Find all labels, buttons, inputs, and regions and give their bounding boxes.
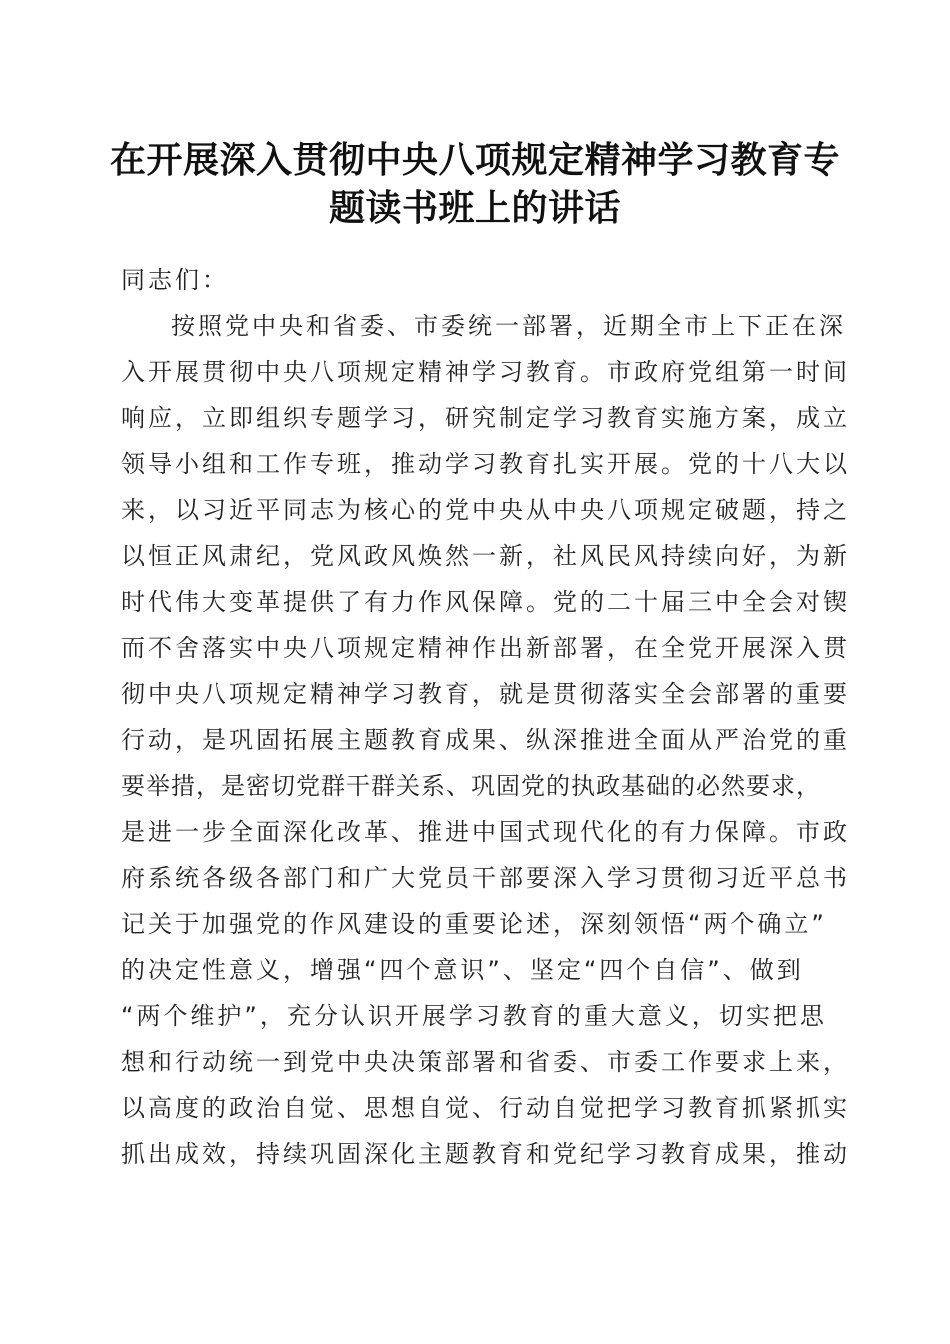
paragraph-line: 时代伟大变革提供了有力作风保障。党的二十届三中全会对锲: [121, 588, 850, 616]
paragraph-line: 响应，立即组织专题学习，研究制定学习教育实施方案，成立: [121, 404, 850, 432]
title-line-1: 在开展深入贯彻中央八项规定精神学习教育专: [109, 139, 840, 181]
paragraph-line: 是进一步全面深化改革、推进中国式现代化的有力保障。市政: [121, 818, 850, 846]
paragraph-line: 想和行动统一到党中央决策部署和省委、市委工作要求上来，: [121, 1048, 850, 1076]
paragraph-line: 以恒正风肃纪，党风政风焕然一新，社风民风持续向好，为新: [121, 542, 850, 570]
paragraph-line: 入开展贯彻中央八项规定精神学习教育。市政府党组第一时间: [121, 358, 850, 386]
paragraph-line: 领导小组和工作专班，推动学习教育扎实开展。党的十八大以: [121, 450, 850, 478]
title-line-2: 题读书班上的讲话: [328, 187, 621, 229]
paragraph-line: 记关于加强党的作风建设的重要论述，深刻领悟“两个确立”: [121, 910, 827, 938]
paragraph-line: 来，以习近平同志为核心的党中央从中央八项规定破题，持之: [121, 496, 850, 524]
paragraph-line: 按照党中央和省委、市委统一部署，近期全市上下正在深: [171, 312, 846, 340]
paragraph-line: 府系统各级各部门和广大党员干部要深入学习贯彻习近平总书: [121, 864, 850, 892]
paragraph-line: 行动，是巩固拓展主题教育成果、纵深推进全面从严治党的重: [121, 726, 850, 754]
paragraph-line: 而不舍落实中央八项规定精神作出新部署，在全党开展深入贯: [121, 634, 850, 662]
document-title: [100, 136, 850, 232]
paragraph-line: 要举措，是密切党群干群关系、巩固党的执政基础的必然要求，: [121, 772, 821, 800]
paragraph-line: 彻中央八项规定精神学习教育，就是贯彻落实全会部署的重要: [121, 680, 850, 708]
paragraph-line: 抓出成效，持续巩固深化主题教育和党纪学习教育成果，推动: [121, 1140, 850, 1168]
paragraph-line: 的决定性意义，增强“四个意识”、坚定“四个自信”、做到: [121, 956, 804, 984]
salutation: 同志们：: [121, 266, 229, 294]
paragraph-line: 以高度的政治自觉、思想自觉、行动自觉把学习教育抓紧抓实: [121, 1094, 850, 1122]
paragraph-line: “两个维护”，充分认识开展学习教育的重大意义，切实把思: [121, 1002, 827, 1030]
document-body: [121, 257, 850, 1177]
